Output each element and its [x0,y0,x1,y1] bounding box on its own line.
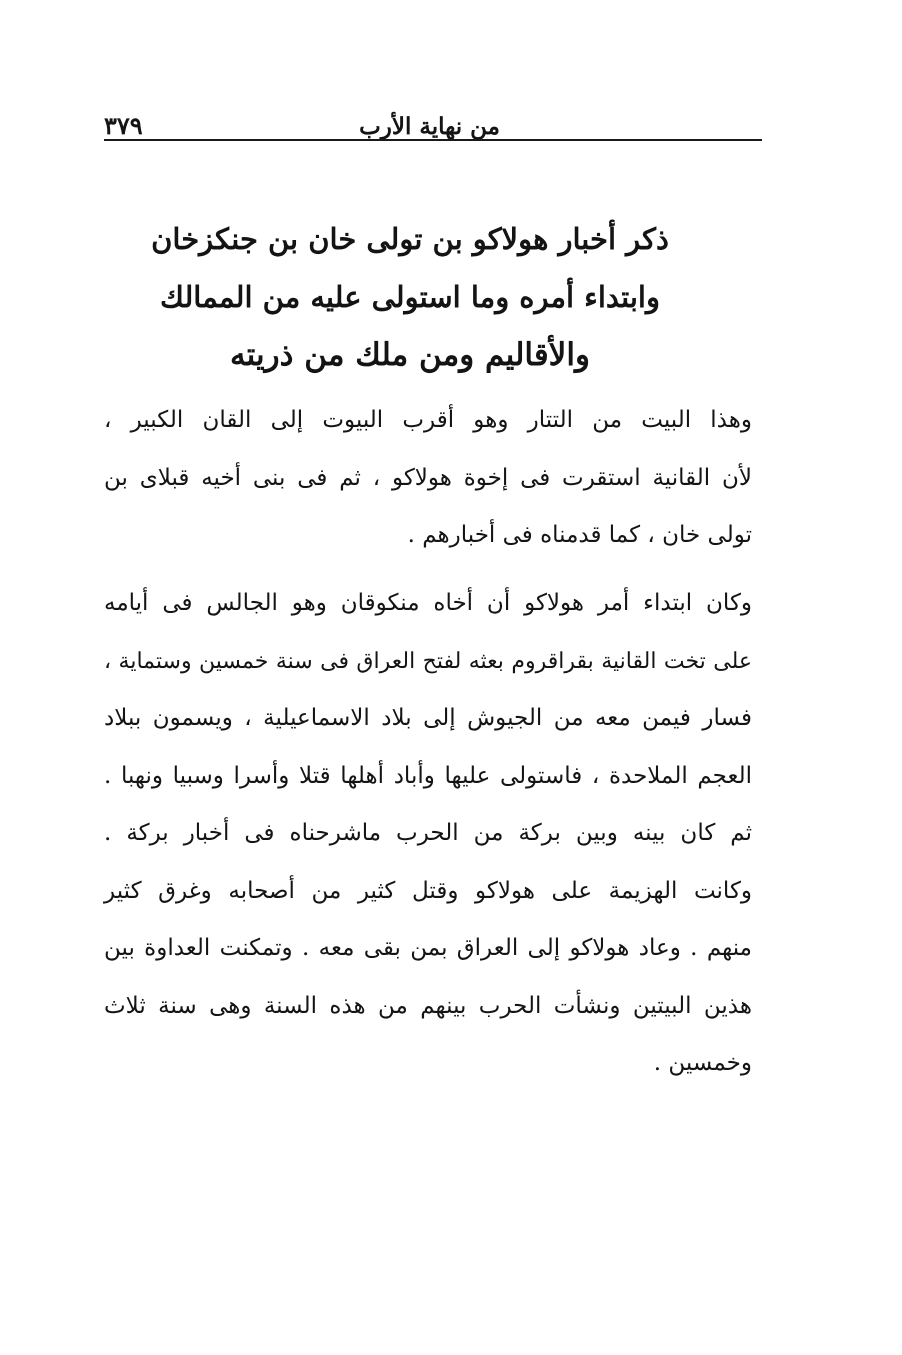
text-line: منهم . وعاد هولاكو إلى العراق بمن بقى معه . وتمكنت العداوة بين [104,935,752,961]
heading-line: ذكر أخبار هولاكو بن تولى خان بن جنكزخان [151,222,669,256]
running-header [104,98,762,138]
heading-line: والأقاليم ومن ملك من ذريته [230,337,590,373]
text-line: ثم كان بينه وبين بركة من الحرب ماشرحناه فى أخبار بركة . [104,820,752,846]
text-line: وخمسين . [653,1050,752,1076]
text-line: على تخت القانية بقراقروم بعثه لفتح العراق فى سنة خمسين وستماية ، [104,648,752,674]
text-line: وكانت الهزيمة على هولاكو وقتل كثير من أصحابه وغرق كثير [104,877,752,904]
text-line: العجم الملاحدة ، فاستولى عليها وأباد أهلها قتلا وأسرا وسبيا ونهبا . [104,762,752,789]
paragraph [104,392,752,565]
chapter-heading [140,210,680,384]
paragraph [104,575,752,1093]
heading-line: وابتداء أمره وما استولى عليه من الممالك [160,280,660,314]
page-number: ٣٧٩ [104,111,143,140]
header-rule [104,139,762,141]
text-line: لأن القانية استقرت فى إخوة هولاكو ، ثم فى بنى أخيه قبلاى بن [104,464,752,491]
text-line: وكان ابتداء أمر هولاكو أن أخاه منكوقان وهو الجالس فى أيامه [104,590,752,616]
text-line: وهذا البيت من التتار وهو أقرب البيوت إلى القان الكبير ، [104,407,752,433]
text-line: هذين البيتين ونشأت الحرب بينهم من هذه السنة وهى سنة ثلاث [104,992,752,1019]
running-title: من نهاية الأرب [359,113,500,140]
text-line: فسار فيمن معه من الجيوش إلى بلاد الاسماعيلية ، ويسمون ببلاد [104,705,752,731]
text-line: تولى خان ، كما قدمناه فى أخبارهم . [407,522,752,548]
